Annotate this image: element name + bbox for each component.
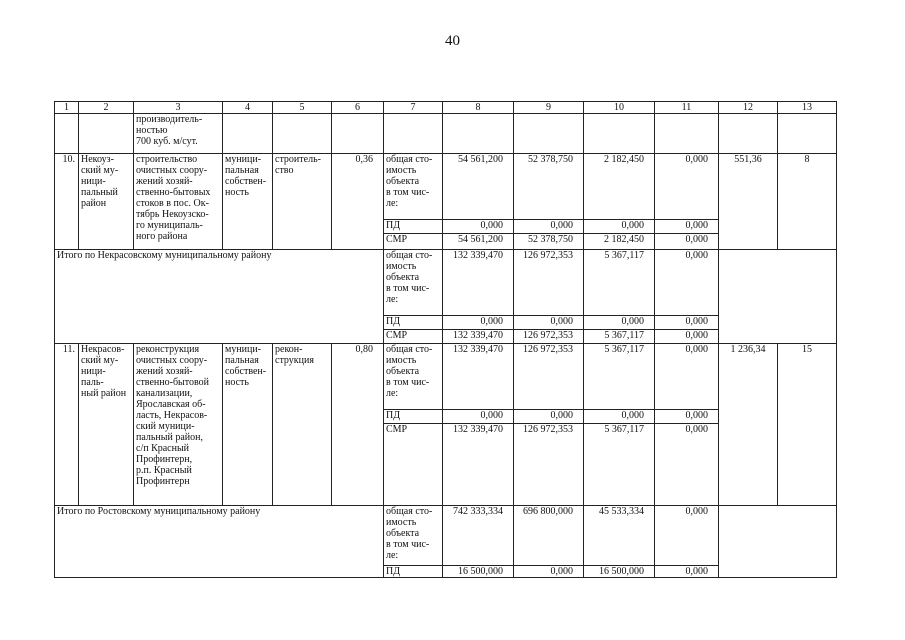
col-num: 9 (514, 102, 584, 114)
col-num: 1 (55, 102, 79, 114)
amount-cell: 16 500,000 (443, 566, 514, 578)
amount-cell: 0,000 (514, 316, 584, 330)
amount-cell: 0,000 (655, 566, 719, 578)
amount-cell: 0,000 (655, 424, 719, 506)
col-num: 12 (719, 102, 778, 114)
col-num: 2 (79, 102, 134, 114)
total-cost-label: общая сто- имость объекта в том чис- ле: (384, 154, 443, 220)
amount-cell: 54 561,200 (443, 154, 514, 220)
amount-cell: 132 339,470 (443, 330, 514, 344)
total-cost-label: общая сто- имость объекта в том чис- ле: (384, 506, 443, 566)
amount-cell: 5 367,117 (584, 344, 655, 410)
amount-cell: 0,000 (443, 220, 514, 234)
amount-cell: 45 533,334 (584, 506, 655, 566)
amount-cell: 0,000 (655, 316, 719, 330)
amount-cell: 126 972,353 (514, 250, 584, 316)
work-type-cell: строитель- ство (273, 154, 332, 250)
work-type-cell: рекон- струкция (273, 344, 332, 506)
row-number: 11. (55, 344, 79, 506)
table-row-10 (55, 154, 837, 220)
amount-cell: 0,000 (655, 250, 719, 316)
row-number: 10. (55, 154, 79, 250)
col-num: 13 (778, 102, 837, 114)
amount-cell: 54 561,200 (443, 234, 514, 250)
capacity-cell: 0,80 (332, 344, 384, 506)
continuation-row (55, 114, 837, 154)
amount-cell: 0,000 (655, 410, 719, 424)
amount-cell: 0,000 (584, 220, 655, 234)
amount-cell: 126 972,353 (514, 330, 584, 344)
col-num: 4 (223, 102, 273, 114)
pd-label: ПД (384, 316, 443, 330)
object-description: строительство очистных соору- жений хозяй- ственно-бытовых стоков в пос. Ок- тябрь Некоузско- го муниципаль- ного района (134, 154, 223, 250)
amount-cell: 0,000 (584, 316, 655, 330)
col-num: 6 (332, 102, 384, 114)
amount-cell: 0,000 (584, 410, 655, 424)
smr-label: СМР (384, 424, 443, 506)
amount-cell: 132 339,470 (443, 344, 514, 410)
amount-cell: 132 339,470 (443, 424, 514, 506)
ownership-cell: муници- пальная собствен- ность (223, 154, 273, 250)
amount-cell: 696 800,000 (514, 506, 584, 566)
amount-cell: 0,000 (443, 316, 514, 330)
pd-label: ПД (384, 566, 443, 578)
amount-cell: 5 367,117 (584, 250, 655, 316)
col12-cell: 1 236,34 (719, 344, 778, 506)
amount-cell: 0,000 (443, 410, 514, 424)
amount-cell: 16 500,000 (584, 566, 655, 578)
smr-label: СМР (384, 234, 443, 250)
ownership-cell: муници- пальная собствен- ность (223, 344, 273, 506)
col-num: 3 (134, 102, 223, 114)
page-number: 40 (445, 33, 460, 49)
col13-cell: 8 (778, 154, 837, 250)
amount-cell: 0,000 (655, 154, 719, 220)
amount-cell: 0,000 (514, 220, 584, 234)
capacity-cell: 0,36 (332, 154, 384, 250)
col-num: 7 (384, 102, 443, 114)
budget-table (54, 101, 837, 578)
amount-cell: 126 972,353 (514, 424, 584, 506)
pd-label: ПД (384, 410, 443, 424)
amount-cell: 0,000 (655, 220, 719, 234)
amount-cell: 126 972,353 (514, 344, 584, 410)
amount-cell: 0,000 (514, 566, 584, 578)
amount-cell: 52 378,750 (514, 234, 584, 250)
amount-cell: 0,000 (655, 344, 719, 410)
amount-cell: 0,000 (655, 506, 719, 566)
total-cost-label: общая сто- имость объекта в том чис- ле: (384, 250, 443, 316)
amount-cell: 5 367,117 (584, 330, 655, 344)
district-cell: Некрасов- ский му- ници- паль- ный район (79, 344, 134, 506)
table-row-11 (55, 344, 837, 410)
amount-cell: 52 378,750 (514, 154, 584, 220)
subtotal-rostov-row (55, 506, 837, 566)
amount-cell: 5 367,117 (584, 424, 655, 506)
smr-label: СМР (384, 330, 443, 344)
district-cell: Некоуз- ский му- ници- пальный район (79, 154, 134, 250)
amount-cell: 0,000 (655, 234, 719, 250)
object-description: производитель- ностью 700 куб. м/сут. (134, 114, 223, 154)
amount-cell: 2 182,450 (584, 154, 655, 220)
column-number-row (55, 102, 837, 114)
col-num: 10 (584, 102, 655, 114)
amount-cell: 742 333,334 (443, 506, 514, 566)
subtotal-nekrasov-row (55, 250, 837, 316)
col13-cell: 15 (778, 344, 837, 506)
subtotal-label: Итого по Ростовскому муниципальному району (55, 506, 384, 578)
col12-cell: 551,36 (719, 154, 778, 250)
col-num: 11 (655, 102, 719, 114)
subtotal-label: Итого по Некрасовскому муниципальному району (55, 250, 384, 344)
col-num: 8 (443, 102, 514, 114)
amount-cell: 132 339,470 (443, 250, 514, 316)
pd-label: ПД (384, 220, 443, 234)
amount-cell: 0,000 (514, 410, 584, 424)
amount-cell: 0,000 (655, 330, 719, 344)
total-cost-label: общая сто- имость объекта в том чис- ле: (384, 344, 443, 410)
amount-cell: 2 182,450 (584, 234, 655, 250)
col-num: 5 (273, 102, 332, 114)
object-description: реконструкция очистных соору- жений хозяй- ственно-бытовой канализации, Ярославская об- ласть, Некрасов- ский муници- пальный район, с/п Красный Профинтерн, р.п. Красный Профинтерн (134, 344, 223, 506)
